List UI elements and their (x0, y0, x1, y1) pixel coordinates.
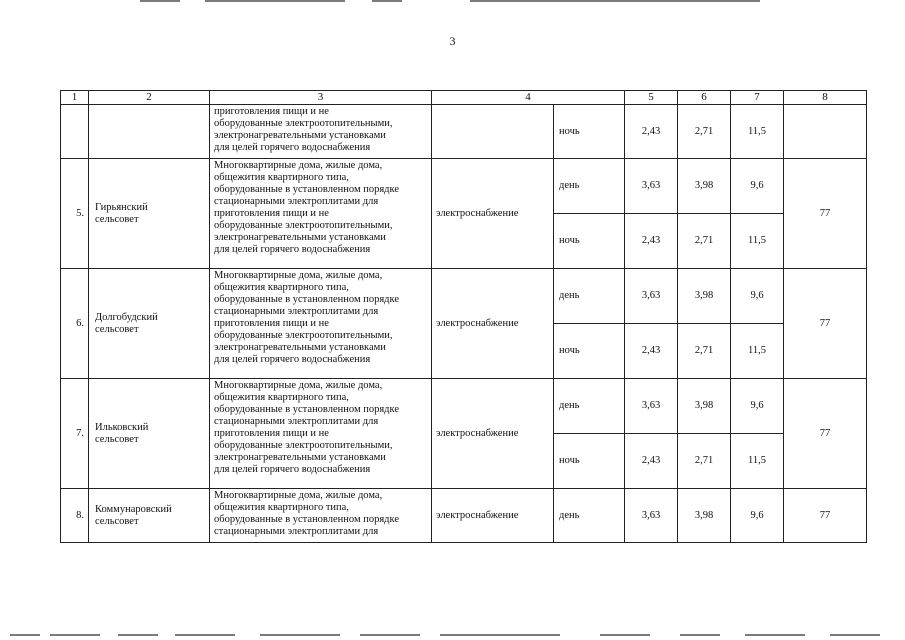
table-row (61, 159, 867, 214)
value-col-6: 3,98 (678, 159, 731, 214)
tariff-table (60, 90, 867, 543)
description-line: электронагревательными установками (214, 452, 386, 463)
header-row (61, 91, 867, 105)
period-cell: ночь (554, 434, 625, 489)
table-body (61, 91, 867, 543)
value-col-6: 2,71 (678, 434, 731, 489)
description-line: стационарными электроплитами для (214, 306, 379, 317)
municipality-name (89, 379, 210, 489)
period-cell: ночь (554, 214, 625, 269)
value-col-5: 3,63 (625, 379, 678, 434)
value-col-5: 2,43 (625, 324, 678, 379)
municipality-name-line: сельсовет (95, 213, 139, 225)
description-line: приготовления пищи и не (214, 208, 329, 219)
description-line: стационарными электроплитами для (214, 196, 379, 207)
description-line: общежития квартирного типа, (214, 502, 349, 513)
description-line: Многоквартирные дома, жилые дома, (214, 380, 383, 391)
description-line: электронагревательными установками (214, 232, 386, 243)
description-line: оборудованные электроотопительными, (214, 440, 393, 451)
total-cell: 77 (784, 159, 867, 269)
municipality-name (89, 269, 210, 379)
table-row (61, 269, 867, 324)
header-col-1: 1 (61, 91, 89, 105)
header-col-7: 7 (731, 91, 784, 105)
description-line: общежития квартирного типа, (214, 392, 349, 403)
header-col-2: 2 (89, 91, 210, 105)
municipality-name-line: Гирьянский (95, 201, 148, 213)
value-col-5: 2,43 (625, 214, 678, 269)
description-line: оборудованные в установленном порядке (214, 404, 400, 415)
description-line: оборудованные электроотопительными, (214, 118, 393, 129)
description-line: для целей горячего водоснабжения (214, 142, 371, 153)
row-number: 6. (61, 269, 89, 379)
description-line: оборудованные в установленном порядке (214, 184, 400, 195)
row-number: 7. (61, 379, 89, 489)
description-cell (210, 269, 432, 379)
municipality-name-line: Долгобудский (95, 311, 158, 323)
description-cell (210, 105, 432, 159)
municipality-name (89, 159, 210, 269)
description-line: для целей горячего водоснабжения (214, 464, 371, 475)
value-col-6: 3,98 (678, 269, 731, 324)
description-line: стационарными электроплитами для (214, 416, 379, 427)
period-cell: день (554, 159, 625, 214)
value-col-6: 3,98 (678, 379, 731, 434)
header-col-6: 6 (678, 91, 731, 105)
description-line: общежития квартирного типа, (214, 282, 349, 293)
period-cell: ночь (554, 105, 625, 159)
service-cell: электроснабжение (432, 379, 554, 489)
value-col-5: 2,43 (625, 434, 678, 489)
municipality-name-line: Ильковский (95, 421, 149, 433)
description-line: приготовления пищи и не (214, 106, 329, 117)
service-cell: электроснабжение (432, 269, 554, 379)
description-line: электронагревательными установками (214, 130, 386, 141)
total-cell: 77 (784, 489, 867, 543)
scan-edge-top (0, 0, 905, 4)
value-col-6: 3,98 (678, 489, 731, 543)
municipality-name-line: сельсовет (95, 515, 139, 527)
table-row (61, 105, 867, 159)
description-line: Многоквартирные дома, жилые дома, (214, 160, 383, 171)
scan-edge-bottom (0, 634, 905, 638)
total-cell (784, 105, 867, 159)
municipality-name (89, 489, 210, 543)
municipality-name-line: сельсовет (95, 433, 139, 445)
value-col-5: 3,63 (625, 159, 678, 214)
description-cell (210, 489, 432, 543)
header-col-3: 3 (210, 91, 432, 105)
description-line: электронагревательными установками (214, 342, 386, 353)
value-col-7: 9,6 (731, 489, 784, 543)
description-line: для целей горячего водоснабжения (214, 354, 371, 365)
value-col-7: 11,5 (731, 214, 784, 269)
page-number: 3 (449, 34, 456, 48)
value-col-5: 3,63 (625, 489, 678, 543)
municipality-name (89, 105, 210, 159)
total-cell: 77 (784, 269, 867, 379)
header-col-4: 4 (432, 91, 625, 105)
value-col-7: 9,6 (731, 159, 784, 214)
description-line: для целей горячего водоснабжения (214, 244, 371, 255)
row-number: 8. (61, 489, 89, 543)
value-col-7: 11,5 (731, 105, 784, 159)
total-cell: 77 (784, 379, 867, 489)
period-cell: день (554, 379, 625, 434)
value-col-6: 2,71 (678, 324, 731, 379)
description-cell (210, 379, 432, 489)
value-col-7: 9,6 (731, 269, 784, 324)
description-line: стационарными электроплитами для (214, 526, 379, 537)
value-col-6: 2,71 (678, 105, 731, 159)
row-number (61, 105, 89, 159)
value-col-7: 9,6 (731, 379, 784, 434)
table-row (61, 379, 867, 434)
municipality-name-line: сельсовет (95, 323, 139, 335)
value-col-7: 11,5 (731, 324, 784, 379)
row-number: 5. (61, 159, 89, 269)
municipality-name-line: Коммунаровский (95, 503, 172, 515)
period-cell: ночь (554, 324, 625, 379)
description-line: общежития квартирного типа, (214, 172, 349, 183)
value-col-5: 3,63 (625, 269, 678, 324)
description-line: оборудованные электроотопительными, (214, 330, 393, 341)
description-line: оборудованные электроотопительными, (214, 220, 393, 231)
description-line: приготовления пищи и не (214, 318, 329, 329)
header-col-5: 5 (625, 91, 678, 105)
description-line: Многоквартирные дома, жилые дома, (214, 490, 383, 501)
description-line: оборудованные в установленном порядке (214, 514, 400, 525)
service-cell (432, 105, 554, 159)
table-row (61, 489, 867, 543)
description-line: Многоквартирные дома, жилые дома, (214, 270, 383, 281)
description-cell (210, 159, 432, 269)
header-col-8: 8 (784, 91, 867, 105)
description-line: приготовления пищи и не (214, 428, 329, 439)
value-col-5: 2,43 (625, 105, 678, 159)
period-cell: день (554, 269, 625, 324)
service-cell: электроснабжение (432, 489, 554, 543)
description-line: оборудованные в установленном порядке (214, 294, 400, 305)
service-cell: электроснабжение (432, 159, 554, 269)
value-col-7: 11,5 (731, 434, 784, 489)
value-col-6: 2,71 (678, 214, 731, 269)
period-cell: день (554, 489, 625, 543)
